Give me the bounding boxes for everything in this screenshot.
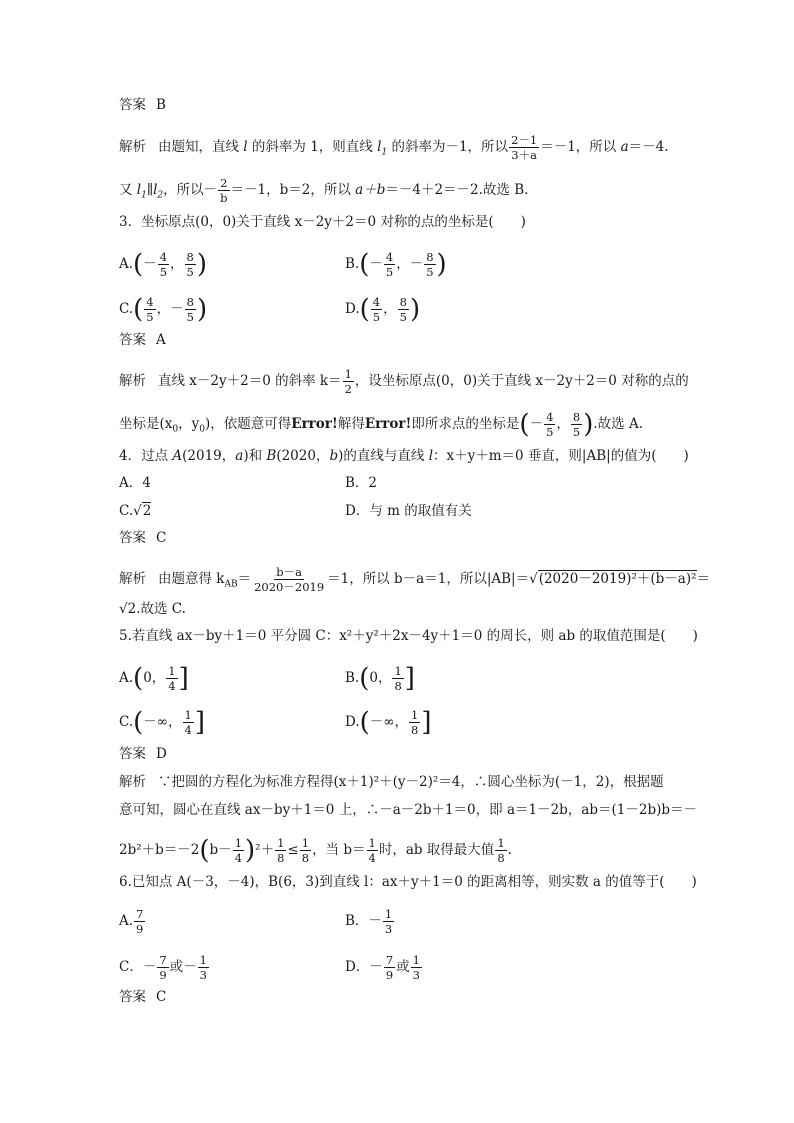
text: ²＋ (255, 842, 275, 858)
numerator: 1 (301, 836, 310, 850)
numerator: 7 (385, 953, 394, 967)
fraction (300, 836, 311, 865)
numerator: 4 (385, 250, 394, 264)
fraction (367, 836, 378, 865)
denominator: 5 (159, 265, 168, 279)
denominator: 3＋a (511, 148, 537, 162)
q4-stem (119, 446, 689, 466)
option-label: D. (345, 301, 360, 317)
numerator: 4 (546, 410, 554, 424)
option-label: A. (119, 256, 134, 272)
q5-answer (119, 744, 684, 764)
right-paren: ) (196, 249, 208, 280)
option-label: B．－ (345, 913, 382, 929)
q4-analysis-line1: 解析 由题意得 $k_{AB}=$ $\frac{b-a}{2020-2019}$ ＝1，所以 b－a＝1，所以|AB|＝√(2020－2019)²＋(b－a)²＝ (119, 565, 710, 594)
text: ≤ (287, 842, 299, 858)
fraction (252, 565, 326, 594)
text: (2019， (182, 448, 236, 464)
fraction (158, 250, 169, 279)
text: b－ (209, 842, 232, 858)
text: ，y (178, 416, 200, 432)
denominator: 9 (159, 968, 167, 982)
lower-bound: 0 (369, 670, 378, 686)
fraction (144, 295, 155, 324)
fraction (233, 836, 244, 865)
answer-value: D (156, 746, 167, 762)
text: 直线 x－2y＋2＝0 的斜率 k＝ (158, 373, 342, 389)
numerator: 2 (220, 176, 228, 190)
option-label: B. (345, 256, 360, 272)
denominator: 8 (411, 723, 419, 737)
answer-label: 答案 (119, 989, 146, 1005)
q5-analysis-line3 (119, 836, 684, 865)
numerator: 8 (399, 295, 407, 309)
denominator: 5 (385, 265, 394, 279)
fraction (398, 295, 409, 324)
q5-option-d: D.(－∞， $\frac{1}{8}$ ] (345, 707, 432, 738)
left-paren: ( (359, 294, 370, 325)
q6-stem: 6.已知点 A(－3，－4)，B(6，3)到直线 l：ax＋y＋1＝0 的距离相等，则实数 a 的值等于( ) (119, 874, 697, 890)
denominator: b (220, 191, 228, 205)
lower-bound: －∞ (143, 714, 169, 730)
fraction (384, 250, 395, 279)
text: ＝－1，b＝2，所以 (230, 182, 351, 198)
denominator: 5 (572, 425, 581, 439)
fraction (183, 708, 194, 737)
option-label: C. (119, 301, 134, 317)
numerator: 4 (372, 295, 381, 309)
q3-analysis-line1 (119, 367, 689, 396)
denominator: 4 (184, 723, 192, 737)
left-paren: ( (359, 249, 370, 280)
q3-option-c: C.( $\frac{4}{5}$ ，－ $\frac{8}{5}$ ) (119, 294, 208, 325)
text: 2.故选 C. (127, 601, 186, 617)
text: ＝－4. (628, 139, 669, 155)
left-bracket: ( (359, 663, 370, 694)
answer-value: C (156, 530, 167, 546)
math-a: a (620, 139, 629, 155)
sign: － (529, 416, 544, 432)
sign: － (143, 256, 157, 272)
option-label: A. (119, 670, 134, 686)
right-paren: ) (409, 294, 421, 325)
text: .故选 A. (593, 416, 643, 432)
lower-bound: 0 (143, 670, 152, 686)
numerator: 8 (186, 250, 194, 264)
q3-answer (119, 330, 684, 350)
numerator: 1 (411, 708, 419, 722)
analysis-label: 解析 (119, 774, 146, 790)
q5-analysis-line2: 意可知，圆心在直线 ax－by＋1＝0 上，∴－a－2b＋1＝0，即 a＝1－2b，ab＝(1－2b)b＝－ (119, 802, 697, 818)
text: ＝ (696, 571, 710, 587)
fraction (198, 953, 209, 982)
q5-option-b: B.(0， $\frac{1}{8}$ ] (345, 663, 415, 694)
answer-value: B (156, 97, 166, 113)
fraction (409, 708, 420, 737)
numerator: 2－1 (511, 133, 538, 147)
answer-label: 答案 (119, 97, 146, 113)
denominator: 8 (394, 679, 402, 693)
left-paren: ( (519, 409, 530, 440)
denominator: 5 (372, 310, 381, 324)
q5-stem: 5.若直线 ax－by＋1＝0 平分圆 C：x²＋y²＋2x－4y＋1＝0 的周长，则 ab 的取值范围是( ) (119, 628, 698, 644)
numerator: 4 (159, 250, 168, 264)
math-b: b (329, 448, 339, 464)
q6-option-a (119, 907, 146, 936)
fraction (134, 907, 145, 936)
right-bracket: ] (178, 663, 189, 694)
left-paren: ( (133, 249, 144, 280)
q2-analysis-line1 (119, 133, 684, 163)
subscript: AB (224, 579, 238, 590)
q6-option-d (345, 953, 423, 982)
text: 或 (396, 959, 410, 975)
answer-label: 答案 (119, 530, 146, 546)
left-bracket: ( (359, 707, 370, 738)
fraction (166, 664, 177, 693)
denominator: 4 (368, 851, 376, 865)
fraction (544, 410, 555, 439)
text: 时，ab 取得最大值 (378, 842, 495, 858)
text: (2020， (276, 448, 330, 464)
fraction (185, 295, 196, 324)
left-paren: ( (133, 294, 144, 325)
option-label: B. (345, 670, 360, 686)
numerator: 1 (394, 664, 402, 678)
numerator: 1 (277, 836, 285, 850)
text: 又 (119, 182, 133, 198)
analysis-label: 解析 (119, 373, 146, 389)
fraction (571, 410, 582, 439)
numerator: 4 (146, 295, 154, 309)
subscript: 0 (199, 424, 205, 435)
numerator: 8 (186, 295, 194, 309)
denominator: 5 (186, 310, 194, 324)
q3-stem: 3．坐标原点(0，0)关于直线 x－2y＋2＝0 对称的点的坐标是( ) (119, 214, 526, 230)
q4-option-b: B．2 (345, 475, 378, 491)
left-bracket: ( (133, 663, 144, 694)
text: 4．过点 (119, 448, 169, 464)
answer-value: A (156, 332, 166, 348)
denominator: 3 (384, 922, 393, 936)
text: 的斜率为 1，则直线 (251, 139, 373, 155)
text: ：x＋y＋m＝0 垂直，则|AB|的值为( ) (433, 448, 689, 464)
math-l: l (243, 139, 248, 155)
text: 2b²＋b＝－2 (119, 842, 200, 858)
numerator: 8 (572, 410, 581, 424)
error-text: Error! (291, 416, 338, 432)
fraction (218, 176, 229, 205)
answer-label: 答案 (119, 332, 146, 348)
text: )的直线与直线 (338, 448, 425, 464)
numerator: 1 (412, 953, 420, 967)
text: . (507, 842, 512, 858)
q3-option-d: D.( $\frac{4}{5}$ ， $\frac{8}{5}$ ) (345, 294, 421, 325)
analysis-label: 解析 (119, 571, 146, 587)
math-A: A (172, 448, 183, 464)
denominator: 2 (344, 382, 352, 396)
analysis-label: 解析 (119, 139, 146, 155)
denominator: 9 (385, 968, 394, 982)
q5-option-c: C.(－∞， $\frac{1}{4}$ ] (119, 707, 206, 738)
fraction (495, 836, 506, 865)
denominator: 5 (186, 265, 194, 279)
option-label: C．－ (119, 959, 157, 975)
answer-value: C (156, 989, 167, 1005)
sqrt-content: (2020－2019)²＋(b－a)² (538, 571, 697, 587)
right-paren: ) (245, 835, 256, 866)
text: 由题知，直线 (158, 139, 239, 155)
text: ∵把圆的方程化为标准方程得(x＋1)²＋(y－2)²＝4，∴圆心坐标为(－1，2)，根据题 (158, 774, 664, 790)
math-a: a (235, 448, 244, 464)
error-text: Error! (364, 416, 412, 432)
fraction (392, 664, 403, 693)
sign: － (170, 301, 184, 317)
numerator: 7 (159, 953, 167, 967)
denominator: 9 (136, 922, 144, 936)
numerator: 1 (168, 664, 176, 678)
numerator: 1 (368, 836, 376, 850)
text: ，所以－ (163, 182, 218, 198)
fraction (424, 250, 435, 279)
option-label: C. (119, 714, 134, 730)
q3-option-b: B.(－ $\frac{4}{5}$ ，－ $\frac{8}{5}$ ) (345, 249, 447, 280)
q4-analysis-line2: √2.故选 C. (119, 601, 186, 617)
math-l: l (428, 448, 434, 464)
option-label: C. (119, 503, 134, 519)
left-bracket: ( (133, 707, 144, 738)
q2-answer (119, 95, 684, 115)
text: ，当 b＝ (312, 842, 366, 858)
text: 即所求点的坐标是 (411, 416, 520, 432)
option-label: D. (345, 714, 360, 730)
denominator: 8 (277, 851, 285, 865)
numerator: 7 (136, 907, 144, 921)
denominator: 2020－2019 (254, 580, 325, 594)
text: )，依题意可得 (205, 416, 292, 432)
right-bracket: ] (194, 707, 206, 738)
fraction (384, 953, 395, 982)
numerator: 1 (497, 836, 505, 850)
q6-answer (119, 987, 684, 1007)
right-bracket: ] (404, 663, 415, 694)
text: ，设坐标原点(0，0)关于直线 x－2y＋2＝0 对称的点的 (354, 373, 689, 389)
answer-label: 答案 (119, 746, 146, 762)
text: 或－ (169, 959, 197, 975)
denominator: 5 (399, 310, 407, 324)
numerator: 1 (384, 907, 393, 921)
math-B: B (266, 448, 277, 464)
option-label: D．－ (345, 959, 383, 975)
math-l1: $l_1$ (377, 139, 388, 158)
text: 解得 (337, 416, 365, 432)
text: 坐标是(x (119, 416, 173, 432)
subscript: 0 (172, 424, 179, 435)
right-paren: ) (196, 294, 208, 325)
option-label: A. (119, 913, 134, 929)
numerator: b－a (276, 565, 302, 579)
sqrt-value: 2 (142, 503, 152, 519)
fraction (157, 953, 168, 982)
text: 的斜率为－1，所以 (391, 139, 509, 155)
text: )和 (243, 448, 263, 464)
fraction (371, 295, 382, 324)
fraction (185, 250, 196, 279)
numerator: 8 (426, 250, 434, 264)
right-bracket: ] (421, 707, 432, 738)
right-paren: ) (436, 249, 447, 280)
left-paren: ( (199, 835, 210, 866)
text: ＝ (237, 571, 252, 587)
numerator: 1 (344, 367, 352, 381)
sign: － (369, 256, 383, 272)
denominator: 8 (301, 851, 310, 865)
q5-analysis-line1 (119, 772, 684, 792)
denominator: 5 (546, 425, 554, 439)
denominator: 4 (168, 679, 176, 693)
right-paren: ) (583, 409, 594, 440)
text: 由题意得 k (158, 571, 225, 587)
denominator: 5 (146, 310, 154, 324)
q3-option-a: A.(－ $\frac{4}{5}$ ， $\frac{8}{5}$ ) (119, 249, 208, 280)
q4-option-c: C.√2 (119, 503, 152, 519)
numerator: 1 (184, 708, 192, 722)
lower-bound: －∞ (369, 714, 395, 730)
q4-option-d: D．与 m 的取值有关 (345, 503, 472, 519)
q5-option-a: A.(0， $\frac{1}{4}$ ] (119, 663, 189, 694)
fraction (343, 367, 354, 396)
text: ＝1，所以 b－a＝1，所以|AB|＝ (327, 571, 530, 587)
q6-option-b (345, 907, 395, 936)
denominator: 8 (497, 851, 505, 865)
denominator: 5 (426, 265, 434, 279)
q2-analysis-line2 (119, 176, 684, 206)
fraction (275, 836, 286, 865)
numerator: 1 (199, 953, 207, 967)
text: ＝－4＋2＝－2.故选 B. (385, 182, 529, 198)
fraction (509, 133, 539, 162)
fraction (383, 907, 394, 936)
q4-option-a: A．4 (119, 475, 151, 491)
fraction (411, 953, 422, 982)
math-a-plus-b: a＋b (355, 182, 386, 198)
numerator: 1 (234, 836, 243, 850)
math-parallel: $l_1\parallel l_2$ (136, 182, 164, 201)
q6-option-c (119, 953, 210, 982)
q4-answer (119, 528, 684, 548)
sign: － (409, 256, 424, 272)
denominator: 4 (234, 851, 243, 865)
denominator: 3 (199, 968, 207, 982)
text: ＝－1，所以 (540, 139, 617, 155)
q3-analysis-line2: 坐标是($x_0$，$y_0$)，依题意可得Error!解得Error!即所求点的坐标是(－ $\frac{4}{5}$ ， $\frac{8}{5}$ ).故选 A. (119, 409, 643, 440)
denominator: 3 (412, 968, 420, 982)
